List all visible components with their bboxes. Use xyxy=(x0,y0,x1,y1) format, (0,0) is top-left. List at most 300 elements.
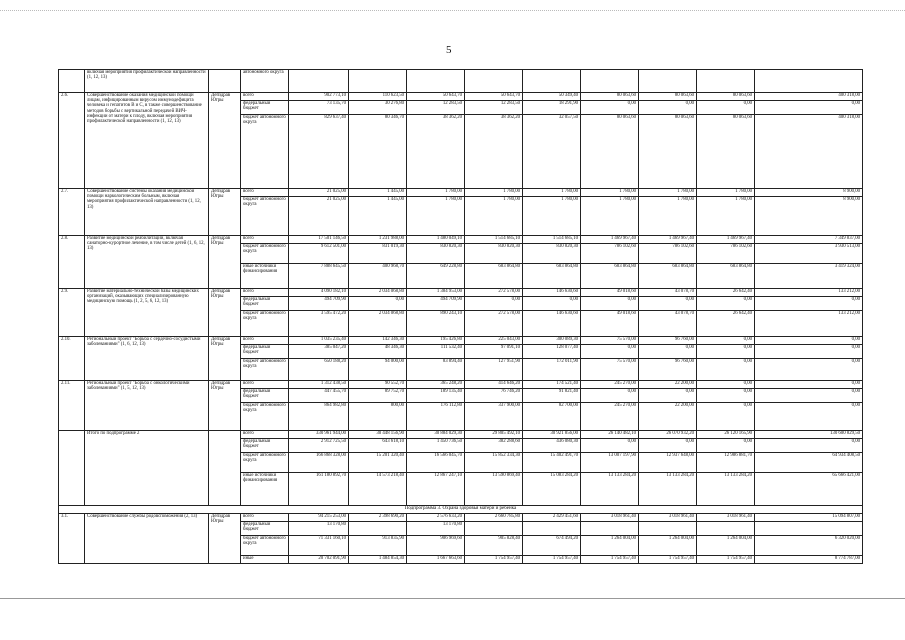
amount-cell: 15 201 320,40 xyxy=(349,453,407,473)
responsible-executor: Депздрав Югры xyxy=(209,93,241,189)
amount-cell: 494 709,90 xyxy=(289,297,349,311)
amount-cell: 80 063,60 xyxy=(581,115,639,189)
amount-cell: 683 864,80 xyxy=(523,264,581,289)
amount-cell: 1 469 967,40 xyxy=(581,236,639,244)
amount-cell xyxy=(465,70,523,93)
amount-cell xyxy=(755,70,863,93)
amount-cell xyxy=(639,70,697,93)
amount-cell: 12 986 881,70 xyxy=(697,453,755,473)
amount-cell: 447 455,70 xyxy=(289,389,349,403)
amount-cell: 905 828,40 xyxy=(465,536,523,556)
amount-cell: 15 852 334,30 xyxy=(465,453,523,473)
amount-cell: 94 000,00 xyxy=(349,359,407,381)
amount-cell: 26 140 482,10 xyxy=(581,431,639,439)
amount-cell: 73 135,70 xyxy=(289,101,349,115)
budget-table xyxy=(58,69,863,564)
amount-cell: 300 089,30 xyxy=(523,337,581,345)
amount-cell: 133 212,00 xyxy=(755,289,863,297)
row-number: 3.1. xyxy=(59,514,85,564)
amount-cell: 80 063,60 xyxy=(697,115,755,189)
amount-cell: 330 961 944,00 xyxy=(289,431,349,439)
amount-cell: 174 521,40 xyxy=(523,381,581,389)
amount-cell: 8 900,00 xyxy=(755,197,863,236)
amount-cell: 20 702 091,90 xyxy=(289,556,349,564)
amount-cell: 436 080,30 xyxy=(523,439,581,453)
funding-source: иные xyxy=(241,556,289,564)
amount-cell: 1 780,00 xyxy=(581,197,639,236)
amount-cell: 0,00 xyxy=(581,439,639,453)
amount-cell: 0,00 xyxy=(755,101,863,115)
amount-cell xyxy=(639,522,697,536)
scan-edge-bottom xyxy=(0,598,905,599)
row-number xyxy=(59,70,85,93)
amount-cell: 64 934 408,50 xyxy=(755,453,863,473)
amount-cell: 189 135,40 xyxy=(407,389,465,403)
amount-cell: 0,00 xyxy=(697,389,755,403)
amount-cell: 1 480 049,10 xyxy=(407,236,465,244)
amount-cell: 0,00 xyxy=(755,337,863,345)
amount-cell: 26 642,40 xyxy=(697,289,755,297)
amount-cell: 18 291,90 xyxy=(523,101,581,115)
funding-source: федеральный бюджет xyxy=(241,101,289,115)
amount-cell: 82 700,00 xyxy=(523,403,581,431)
amount-cell: 38 362,20 xyxy=(407,115,465,189)
amount-cell: 38 362,20 xyxy=(465,115,523,189)
amount-cell: 683 864,80 xyxy=(465,264,523,289)
amount-cell: 0,00 xyxy=(755,297,863,311)
activity-name: Совершенствование оказания медицинской помощи лицам, инфицированным вирусом иммунодефицита человека и гепатитов В и С, в также совершенствование методов борьбы с вертикальной передачей ВИЧ-инфекции от матери к плоду, включая мероприятия профилактической направленности (1, 12, 13) xyxy=(85,93,209,189)
amount-cell: 49 018,60 xyxy=(581,311,639,337)
amount-cell: 13 170,80 xyxy=(289,522,349,536)
amount-cell: 1 780,00 xyxy=(639,197,697,236)
funding-source: всего xyxy=(241,337,289,345)
table-row xyxy=(59,289,863,297)
activity-name: Развитие материально-технической базы медицинских организаций, оказывающих специализированную медицинскую помощь (1, 2, 5, 6, 12, 13) xyxy=(85,289,209,337)
amount-cell: 0,00 xyxy=(639,389,697,403)
amount-cell: 15 094 807,00 xyxy=(755,514,863,522)
amount-cell: 3 595 472,20 xyxy=(289,311,349,337)
funding-source: всего xyxy=(241,189,289,197)
amount-cell: 674 494,20 xyxy=(523,536,581,556)
amount-cell: 12 937 648,00 xyxy=(639,453,697,473)
amount-cell: 225 043,00 xyxy=(465,337,523,345)
amount-cell: 400 968,70 xyxy=(349,264,407,289)
amount-cell: 49 018,60 xyxy=(581,289,639,297)
amount-cell: 142 346,30 xyxy=(349,337,407,345)
funding-source: федеральный бюджет xyxy=(241,389,289,403)
amount-cell: 0,00 xyxy=(349,297,407,311)
funding-source: всего xyxy=(241,431,289,439)
funding-source: бюджет автономного округа xyxy=(241,115,289,189)
amount-cell: 1 264 004,00 xyxy=(639,536,697,556)
amount-cell: 1 780,00 xyxy=(465,197,523,236)
amount-cell: 80 063,60 xyxy=(581,93,639,101)
amount-cell: 1 384 953,00 xyxy=(407,289,465,297)
amount-cell: 146 630,60 xyxy=(523,311,581,337)
amount-cell: 75 570,00 xyxy=(581,337,639,345)
amount-cell: 400 318,00 xyxy=(755,115,863,189)
funding-source: автономного округа xyxy=(241,70,289,93)
amount-cell: 2 429 451,60 xyxy=(523,514,581,522)
amount-cell xyxy=(697,522,755,536)
amount-cell: 12 283,50 xyxy=(465,101,523,115)
row-number: 2.6. xyxy=(59,93,85,189)
responsible-executor: Депздрав Югры xyxy=(209,289,241,337)
amount-cell: 176 112,80 xyxy=(407,403,465,431)
funding-source: всего xyxy=(241,93,289,101)
responsible-executor xyxy=(209,431,241,506)
amount-cell: 0,00 xyxy=(697,359,755,381)
amount-cell: 0,00 xyxy=(697,345,755,359)
amount-cell: 643 618,10 xyxy=(349,439,407,453)
amount-cell: 30 448 156,90 xyxy=(349,431,407,439)
amount-cell: 3 930 513,00 xyxy=(755,244,863,264)
amount-cell: 830 820,30 xyxy=(523,244,581,264)
table-row xyxy=(59,381,863,389)
amount-cell: 0,00 xyxy=(755,345,863,359)
amount-cell: 4 090 182,10 xyxy=(289,289,349,297)
amount-cell: 902 773,10 xyxy=(289,93,349,101)
amount-cell: 26 120 165,90 xyxy=(697,431,755,439)
responsible-executor: Депздрав Югры xyxy=(209,514,241,564)
amount-cell: 1 780,00 xyxy=(465,189,523,197)
activity-name: включая мероприятия профилактической направленности (1, 12, 13) xyxy=(85,70,209,93)
amount-cell: 906 969,60 xyxy=(407,536,465,556)
amount-cell: 385 047,20 xyxy=(289,345,349,359)
amount-cell xyxy=(349,522,407,536)
amount-cell: 43 078,70 xyxy=(639,289,697,297)
amount-cell: 1 780,00 xyxy=(697,197,755,236)
amount-cell: 0,00 xyxy=(697,439,755,453)
funding-source: иные источники финансирования xyxy=(241,264,289,289)
amount-cell: 0,00 xyxy=(581,345,639,359)
amount-cell xyxy=(523,522,581,536)
amount-cell: 12 283,50 xyxy=(407,101,465,115)
amount-cell: 21 025,00 xyxy=(289,189,349,197)
table-row xyxy=(59,189,863,197)
amount-cell: 245 270,00 xyxy=(581,381,639,389)
responsible-executor: Депздрав Югры xyxy=(209,337,241,381)
amount-cell: 1 035 235,40 xyxy=(289,337,349,345)
amount-cell: 90 552,70 xyxy=(349,381,407,389)
amount-cell: 111 532,40 xyxy=(407,345,465,359)
funding-source: бюджет автономного округа xyxy=(241,403,289,431)
amount-cell xyxy=(581,522,639,536)
amount-cell: 0,00 xyxy=(755,403,863,431)
amount-cell: 48 346,30 xyxy=(349,345,407,359)
amount-cell: 16 566 045,70 xyxy=(407,453,465,473)
responsible-executor xyxy=(209,70,241,93)
amount-cell: 75 570,00 xyxy=(581,359,639,381)
table-row xyxy=(59,236,863,244)
amount-cell: 3 018 961,40 xyxy=(639,514,697,522)
amount-cell: 30 921 856,00 xyxy=(523,431,581,439)
amount-cell: 13 133 284,20 xyxy=(581,473,639,506)
amount-cell: 65 666 421,00 xyxy=(755,473,863,506)
table-row xyxy=(59,70,863,93)
amount-cell: 1 514 685,10 xyxy=(523,236,581,244)
amount-cell: 8 774 787,00 xyxy=(755,556,863,564)
amount-cell: 0,00 xyxy=(755,381,863,389)
amount-cell: 786 102,60 xyxy=(639,244,697,264)
amount-cell: 30 276,80 xyxy=(349,101,407,115)
row-number: 2.9. xyxy=(59,289,85,337)
amount-cell: 1 264 004,00 xyxy=(581,536,639,556)
row-number: 2.8. xyxy=(59,236,85,289)
amount-cell: 1 780,00 xyxy=(407,189,465,197)
amount-cell: 1 312 438,50 xyxy=(289,381,349,389)
table-row xyxy=(59,337,863,345)
amount-cell: 0,00 xyxy=(639,345,697,359)
amount-cell: 1 484 854,30 xyxy=(349,556,407,564)
amount-cell: 80 063,60 xyxy=(697,93,755,101)
amount-cell: 649 228,80 xyxy=(407,264,465,289)
amount-cell: 94 215 253,00 xyxy=(289,514,349,522)
funding-source: бюджет автономного округа xyxy=(241,197,289,236)
amount-cell: 21 025,00 xyxy=(289,197,349,236)
amount-cell: 146 630,60 xyxy=(523,289,581,297)
amount-cell: 0,00 xyxy=(639,101,697,115)
amount-cell: 127 951,90 xyxy=(465,359,523,381)
amount-cell: 71 331 160,10 xyxy=(289,536,349,556)
funding-source: бюджет автономного округа xyxy=(241,244,289,264)
amount-cell xyxy=(465,522,523,536)
activity-name: Итого по подпрограмме 2 xyxy=(85,431,209,506)
section-row xyxy=(59,506,863,514)
amount-cell: 172 011,90 xyxy=(523,359,581,381)
amount-cell: 22 200,00 xyxy=(639,403,697,431)
table-row xyxy=(59,514,863,522)
amount-cell: 1 780,00 xyxy=(523,189,581,197)
amount-cell: 830 820,30 xyxy=(407,244,465,264)
amount-cell: 7 888 645,50 xyxy=(289,264,349,289)
amount-cell: 17 501 146,50 xyxy=(289,236,349,244)
amount-cell: 3 018 961,40 xyxy=(581,514,639,522)
amount-cell: 3 419 324,00 xyxy=(755,264,863,289)
amount-cell: 50 643,70 xyxy=(465,93,523,101)
amount-cell: 7 349 837,00 xyxy=(755,236,863,244)
amount-cell: 83 894,40 xyxy=(407,359,465,381)
row-number: 2.11. xyxy=(59,381,85,431)
funding-source: всего xyxy=(241,381,289,389)
amount-cell: 0,00 xyxy=(697,101,755,115)
funding-source: всего xyxy=(241,236,289,244)
amount-cell: 830 820,30 xyxy=(465,244,523,264)
amount-cell: 683 864,80 xyxy=(697,264,755,289)
amount-cell: 76 746,20 xyxy=(465,389,523,403)
amount-cell: 1 754 957,40 xyxy=(581,556,639,564)
amount-cell: 128 077,40 xyxy=(523,345,581,359)
amount-cell: 1 445,00 xyxy=(349,189,407,197)
amount-cell: 13 133 284,20 xyxy=(639,473,697,506)
funding-source: бюджет автономного округа xyxy=(241,453,289,473)
amount-cell: 1 780,00 xyxy=(407,197,465,236)
budget-table-sheet xyxy=(58,69,862,564)
amount-cell: 1 754 957,40 xyxy=(697,556,755,564)
amount-cell: 365 248,20 xyxy=(407,381,465,389)
funding-source: иные источники финансирования xyxy=(241,473,289,506)
amount-cell: 800,00 xyxy=(349,403,407,431)
amount-cell: 32 057,50 xyxy=(523,115,581,189)
amount-cell: 8 900,00 xyxy=(755,189,863,197)
amount-cell: 337 900,00 xyxy=(465,403,523,431)
amount-cell: 0,00 xyxy=(639,297,697,311)
amount-cell: 13 007 197,90 xyxy=(581,453,639,473)
amount-cell: 195 426,80 xyxy=(407,337,465,345)
amount-cell: 0,00 xyxy=(639,439,697,453)
amount-cell: 80 063,60 xyxy=(639,93,697,101)
funding-source: федеральный бюджет xyxy=(241,297,289,311)
amount-cell: 272 578,00 xyxy=(465,289,523,297)
amount-cell: 0,00 xyxy=(581,297,639,311)
funding-source: бюджет автономного округа xyxy=(241,311,289,337)
amount-cell: 1 780,00 xyxy=(581,189,639,197)
amount-cell: 26 642,40 xyxy=(697,311,755,337)
amount-cell xyxy=(755,522,863,536)
amount-cell: 829 637,40 xyxy=(289,115,349,189)
amount-cell: 494 709,90 xyxy=(407,297,465,311)
amount-cell: 1 469 967,40 xyxy=(639,236,697,244)
amount-cell: 13 170,80 xyxy=(407,522,465,536)
amount-cell: 683 864,80 xyxy=(639,264,697,289)
funding-source: федеральный бюджет xyxy=(241,522,289,536)
responsible-executor: Депздрав Югры xyxy=(209,236,241,289)
amount-cell: 1 450 736,50 xyxy=(407,439,465,453)
amount-cell: 1 754 957,40 xyxy=(465,556,523,564)
amount-cell: 2 398 690,20 xyxy=(349,514,407,522)
amount-cell: 2 912 725,50 xyxy=(289,439,349,453)
amount-cell: 0,00 xyxy=(465,297,523,311)
amount-cell xyxy=(349,70,407,93)
amount-cell: 13 590 869,40 xyxy=(465,473,523,506)
amount-cell: 890 243,10 xyxy=(407,311,465,337)
amount-cell: 30 884 029,30 xyxy=(407,431,465,439)
amount-cell: 26 070 932,20 xyxy=(639,431,697,439)
amount-cell: 0,00 xyxy=(581,389,639,403)
amount-cell: 1 667 663,60 xyxy=(407,556,465,564)
amount-cell: 1 469 967,40 xyxy=(697,236,755,244)
amount-cell: 130 600 829,50 xyxy=(755,431,863,439)
funding-source: бюджет автономного округа xyxy=(241,359,289,381)
amount-cell: 0,00 xyxy=(697,403,755,431)
amount-cell: 1 754 957,40 xyxy=(639,556,697,564)
amount-cell xyxy=(523,70,581,93)
amount-cell: 0,00 xyxy=(755,439,863,453)
funding-source: федеральный бюджет xyxy=(241,345,289,359)
activity-name: Региональный проект "Борьба с онкологическими заболеваниями" (1, 5, 12, 13) xyxy=(85,381,209,431)
activity-name: Региональный проект "Борьба с сердечно-сосудистыми заболеваниями" (1, 6, 12, 13) xyxy=(85,337,209,381)
amount-cell: 2 660 785,80 xyxy=(465,514,523,522)
amount-cell: 29 805 492,10 xyxy=(465,431,523,439)
funding-source: федеральный бюджет xyxy=(241,439,289,453)
amount-cell: 1 754 957,40 xyxy=(523,556,581,564)
section-heading: Подпрограмма 3. Охрана здоровья матери и ребенка xyxy=(59,506,863,514)
amount-cell: 22 200,00 xyxy=(639,381,697,389)
amount-cell: 80 063,60 xyxy=(639,115,697,189)
amount-cell: 50 643,70 xyxy=(407,93,465,101)
amount-cell: 400 318,00 xyxy=(755,93,863,101)
funding-source: всего xyxy=(241,514,289,522)
amount-cell: 1 780,00 xyxy=(523,197,581,236)
amount-cell: 43 078,70 xyxy=(639,311,697,337)
amount-cell xyxy=(697,70,755,93)
amount-cell: 12 867 247,10 xyxy=(407,473,465,506)
amount-cell: 831 019,30 xyxy=(349,244,407,264)
amount-cell: 110 623,50 xyxy=(349,93,407,101)
amount-cell: 913 835,90 xyxy=(349,536,407,556)
amount-cell: 864 982,80 xyxy=(289,403,349,431)
amount-cell: 2 576 633,20 xyxy=(407,514,465,522)
amount-cell: 89 752,70 xyxy=(349,389,407,403)
amount-cell: 97 091,10 xyxy=(465,345,523,359)
row-number: 2.7. xyxy=(59,189,85,236)
amount-cell: 245 270,00 xyxy=(581,403,639,431)
amount-cell: 0,00 xyxy=(581,101,639,115)
amount-cell: 15 083 284,20 xyxy=(523,473,581,506)
amount-cell: 3 018 961,40 xyxy=(697,514,755,522)
amount-cell: 0,00 xyxy=(697,297,755,311)
funding-source: бюджет автономного округа xyxy=(241,536,289,556)
responsible-executor: Депздрав Югры xyxy=(209,189,241,236)
table-row xyxy=(59,431,863,439)
amount-cell: 161 180 892,70 xyxy=(289,473,349,506)
amount-cell: 2 034 068,80 xyxy=(349,289,407,297)
amount-cell: 382 288,60 xyxy=(465,439,523,453)
amount-cell: 1 514 685,10 xyxy=(465,236,523,244)
amount-cell: 166 868 328,00 xyxy=(289,453,349,473)
amount-cell: 2 034 068,80 xyxy=(349,311,407,337)
amount-cell: 0,00 xyxy=(755,389,863,403)
table-row xyxy=(59,93,863,101)
amount-cell: 15 402 491,70 xyxy=(523,453,581,473)
amount-cell: 0,00 xyxy=(697,337,755,345)
page-number: 5 xyxy=(446,44,452,56)
amount-cell: 1 780,00 xyxy=(639,189,697,197)
amount-cell: 0,00 xyxy=(697,381,755,389)
amount-cell: 96 760,00 xyxy=(639,337,697,345)
amount-cell: 272 578,00 xyxy=(465,311,523,337)
amount-cell: 14 573 218,40 xyxy=(349,473,407,506)
amount-cell: 1 231 988,00 xyxy=(349,236,407,244)
scan-edge-top xyxy=(0,0,905,11)
amount-cell xyxy=(581,70,639,93)
amount-cell: 13 133 284,20 xyxy=(697,473,755,506)
amount-cell: 786 102,60 xyxy=(581,244,639,264)
amount-cell: 80 346,70 xyxy=(349,115,407,189)
amount-cell: 786 102,60 xyxy=(697,244,755,264)
amount-cell: 1 445,00 xyxy=(349,197,407,236)
amount-cell: 6 320 020,00 xyxy=(755,536,863,556)
amount-cell: 91 821,40 xyxy=(523,389,581,403)
amount-cell: 1 780,00 xyxy=(697,189,755,197)
amount-cell: 96 760,00 xyxy=(639,359,697,381)
activity-name: Совершенствование системы оказания медицинской помощи наркологическим больным, включая мероприятия профилактической направленности (1, 12, 13) xyxy=(85,189,209,236)
row-number xyxy=(59,431,85,506)
amount-cell: 683 864,80 xyxy=(581,264,639,289)
budget-table-body xyxy=(59,70,863,564)
amount-cell xyxy=(407,70,465,93)
row-number: 2.10. xyxy=(59,337,85,381)
amount-cell: 133 212,00 xyxy=(755,311,863,337)
activity-name: Совершенствование службы родовспоможения (2, 13) xyxy=(85,514,209,564)
funding-source: всего xyxy=(241,289,289,297)
amount-cell xyxy=(289,70,349,93)
responsible-executor: Депздрав Югры xyxy=(209,381,241,431)
amount-cell: 0,00 xyxy=(755,359,863,381)
amount-cell: 650 188,20 xyxy=(289,359,349,381)
amount-cell: 50 349,40 xyxy=(523,93,581,101)
amount-cell: 414 646,20 xyxy=(465,381,523,389)
